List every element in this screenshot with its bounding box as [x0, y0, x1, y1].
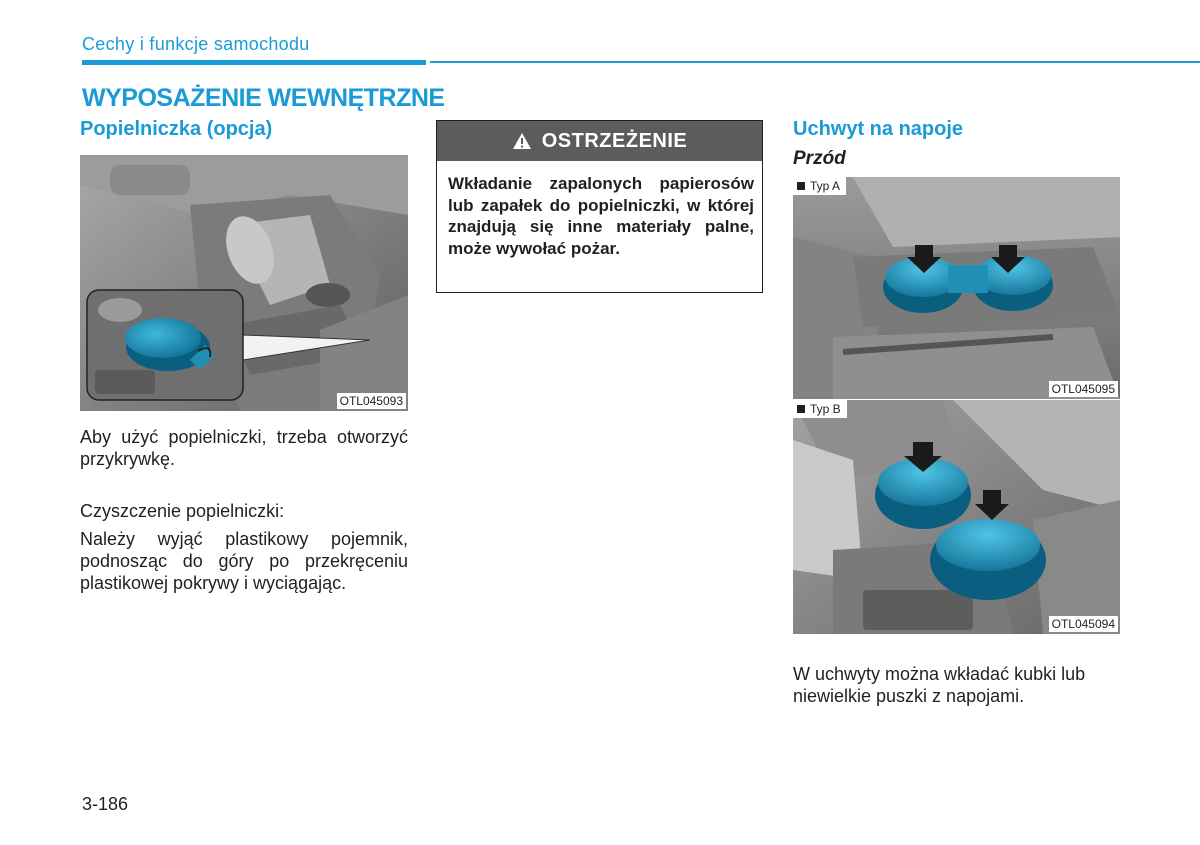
type-a-image-code: OTL045095 [1049, 381, 1118, 397]
square-bullet-icon [797, 182, 805, 190]
cupholder-paragraph: W uchwyty można wkładać kubki lub niewielkie puszki z napojami. [793, 664, 1086, 706]
main-heading: WYPOSAŻENIE WEWNĘTRZNE [82, 84, 445, 112]
type-b-image-code: OTL045094 [1049, 616, 1118, 632]
ashtray-image-code: OTL045093 [337, 393, 406, 409]
cupholder-type-a-illustration [793, 177, 1120, 399]
square-bullet-icon [797, 405, 805, 413]
cupholder-heading: Uchwyt na napoje [793, 118, 964, 140]
warning-header [437, 121, 762, 161]
ashtray-paragraph-2: Należy wyjąć plastikowy pojemnik, podnosząc do góry po przekręceniu plastikowej pokrywy i wyciągając. [80, 529, 408, 593]
page-number: 3-186 [82, 794, 129, 814]
warning-title: OSTRZEŻENIE [541, 129, 688, 152]
ashtray-paragraph-1: Aby użyć popielniczki, trzeba otworzyć przykrywkę. [80, 427, 408, 469]
ashtray-heading: Popielniczka (opcja) [80, 118, 273, 140]
type-a-label: Typ A [793, 177, 846, 195]
section-title: Cechy i funkcje samochodu [82, 34, 310, 54]
warning-box [436, 120, 763, 293]
header-rule-left [82, 60, 426, 65]
cupholder-type-a-photo [793, 177, 1120, 399]
ashtray-illustration [80, 155, 408, 411]
warning-text: Wkładanie zapalonych papierosów lub zapałek do popielniczki, w której znajdują się inne materiały palne, może wywołać pożar. [448, 174, 754, 258]
warning-triangle-icon [512, 132, 532, 150]
header-rule-right [430, 61, 1200, 63]
type-b-label: Typ B [793, 400, 847, 418]
ashtray-photo [80, 155, 408, 411]
cupholder-type-b-photo [793, 400, 1120, 634]
cupholder-subheading: Przód [793, 148, 846, 169]
ashtray-cleaning-title: Czyszczenie popielniczki: [80, 501, 285, 521]
cupholder-type-b-illustration [793, 400, 1120, 634]
